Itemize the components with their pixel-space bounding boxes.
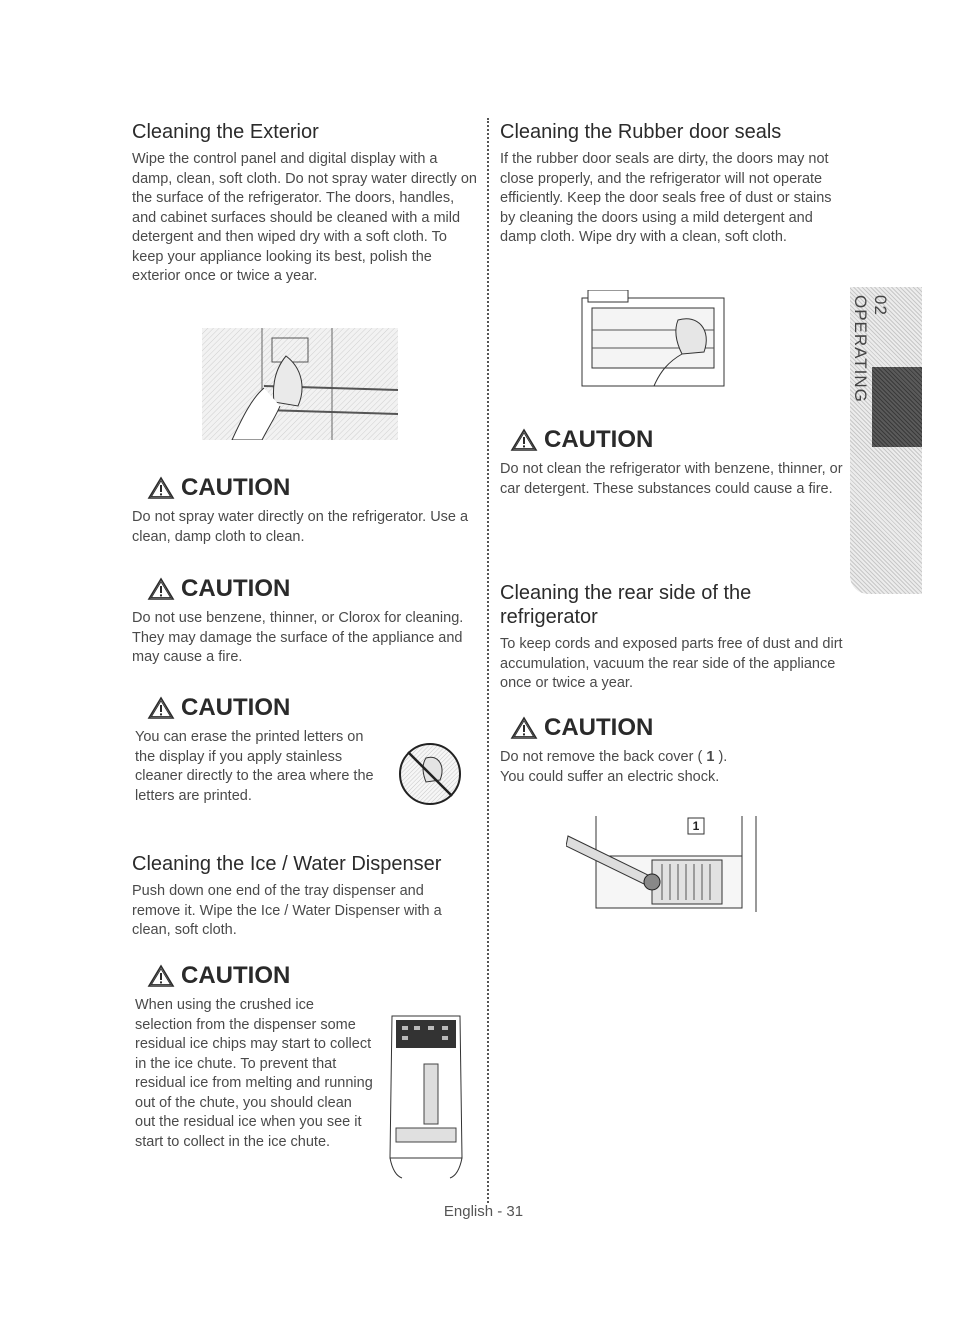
exterior-title: Cleaning the Exterior <box>132 121 319 143</box>
rear-side-body: To keep cords and exposed parts free of dust and dirt accumulation, vacuum the rear side of the appliance once or twice a year. <box>500 636 843 691</box>
rear-side-title: Cleaning the rear side of the refrigerator <box>500 582 752 628</box>
page-footer: English - 31 <box>443 1203 524 1220</box>
section-exterior <box>132 120 480 287</box>
caution-block-2 <box>132 575 472 668</box>
caution-title: CAUTION <box>544 714 654 741</box>
callout-label: 1 <box>692 819 700 833</box>
caution-block-6 <box>500 714 840 787</box>
section-dispenser <box>132 852 472 941</box>
caution-title: CAUTION <box>181 694 291 721</box>
column-divider <box>487 118 489 1203</box>
dispenser-title: Cleaning the Ice / Water Dispenser <box>132 853 442 875</box>
caution-body: When using the crushed ice selection from the dispenser some residual ice chips may start to collect in the ice chute. To prevent that residual ice from melting and running out of the chute, you should clean out the residual ice when you see it start to collect in the ice chute. <box>135 997 373 1150</box>
rubber-seals-title: Cleaning the Rubber door seals <box>500 121 782 143</box>
dispenser-body: Push down one end of the tray dispenser and remove it. Wipe the Ice / Water Dispenser with a clean, soft cloth. <box>132 883 442 938</box>
caution-title: CAUTION <box>181 474 291 501</box>
warning-triangle-icon <box>147 696 175 720</box>
caution-body: You can erase the printed letters on the display if you apply stainless cleaner directly to the area where the letters are printed. <box>135 729 374 804</box>
caution-body: Do not use benzene, thinner, or Clorox for cleaning. They may damage the surface of the appliance and may cause a fire. <box>132 610 464 665</box>
warning-triangle-icon <box>147 964 175 988</box>
caution-title: CAUTION <box>544 426 654 453</box>
caution-body: Do not clean the refrigerator with benzene, thinner, or car detergent. These substances could cause a fire. <box>500 461 843 497</box>
warning-triangle-icon <box>510 716 538 740</box>
warning-triangle-icon <box>147 476 175 500</box>
section-rubber-seals <box>500 120 845 248</box>
section-rear-side <box>500 581 850 694</box>
caution-block-1 <box>132 474 482 547</box>
caution-block-3 <box>135 694 385 806</box>
caution-block-4 <box>135 962 375 1152</box>
caution-body: Do not spray water directly on the refrigerator. Use a clean, damp cloth to clean. <box>132 509 469 545</box>
caution-title: CAUTION <box>181 962 291 989</box>
fridge-exterior-illustration <box>202 328 398 440</box>
back-cover-illustration <box>566 816 762 912</box>
ice-dispenser-illustration <box>384 1008 468 1180</box>
caution-body: Do not remove the back cover ( 1 ). You could suffer an electric shock. <box>500 749 728 785</box>
no-cleaner-on-display-illustration <box>396 740 466 810</box>
rubber-seals-body: If the rubber door seals are dirty, the doors may not close properly, and the refrigerator will not operate efficiently. Keep the door seals free of dust or stains by cleaning the doors using a mild detergent and damp cloth. Wipe dry with a clean, soft cloth. <box>500 151 832 245</box>
caution-title: CAUTION <box>181 575 291 602</box>
warning-triangle-icon <box>510 428 538 452</box>
warning-triangle-icon <box>147 577 175 601</box>
exterior-body: Wipe the control panel and digital display with a damp, clean, soft cloth. Do not spray water directly on the surface of the refrigerator. The doors, handles, and cabinet surfaces should be cleaned with a mild detergent and then wiped dry with a soft cloth. To keep your appliance looking its best, polish the exterior once or twice a year. <box>132 151 477 284</box>
chapter-side-tab <box>850 287 922 594</box>
chapter-label: 02 OPERATING <box>851 295 890 403</box>
door-seal-illustration <box>578 290 728 388</box>
caution-block-5 <box>500 426 850 499</box>
